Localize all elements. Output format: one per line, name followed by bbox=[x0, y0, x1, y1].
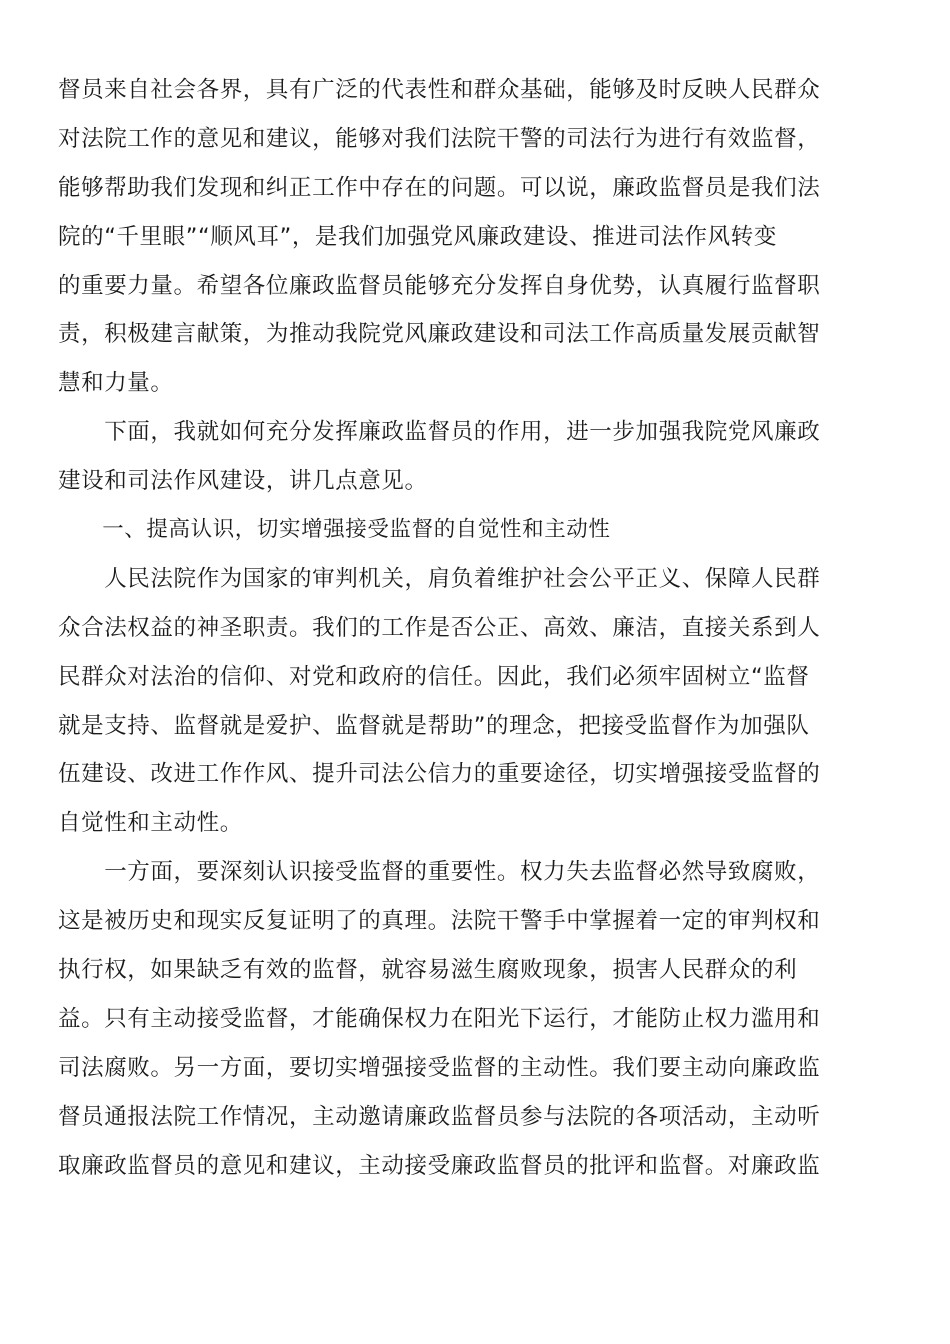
text-line: 人民法院作为国家的审判机关，肩负着维护社会公平正义、保障人民群 bbox=[58, 565, 821, 592]
document-page bbox=[58, 66, 878, 1190]
text-line: 建设和司法作风建设，讲几点意见。 bbox=[58, 468, 428, 495]
text-line: 自觉性和主动性。 bbox=[58, 810, 243, 837]
text-line: 督员来自社会各界，具有广泛的代表性和群众基础，能够及时反映人民群众 bbox=[58, 77, 821, 103]
text-line: 司法腐败。另一方面，要切实增强接受监督的主动性。我们要主动向廉政监 bbox=[58, 1054, 821, 1081]
text-line: 能够帮助我们发现和纠正工作中存在的问题。可以说，廉政监督员是我们法 bbox=[58, 174, 821, 201]
text-line: 对法院工作的意见和建议，能够对我们法院干警的司法行为进行有效监督， bbox=[58, 125, 821, 152]
text-line: 督员通报法院工作情况，主动邀请廉政监督员参与法院的各项活动，主动听 bbox=[58, 1103, 821, 1130]
text-line: 的重要力量。希望各位廉政监督员能够充分发挥自身优势，认真履行监督职 bbox=[58, 272, 821, 299]
text-line: 下面，我就如何充分发挥廉政监督员的作用，进一步加强我院党风廉政 bbox=[58, 419, 821, 446]
text-line: 就是支持、监督就是爱护、监督就是帮助”的理念，把接受监督作为加强队 bbox=[58, 712, 810, 739]
text-line: 责，积极建言献策，为推动我院党风廉政建设和司法工作高质量发展贡献智 bbox=[58, 321, 821, 348]
text-line: 益。只有主动接受监督，才能确保权力在阳光下运行，才能防止权力滥用和 bbox=[58, 1005, 821, 1032]
text-line: 伍建设、改进工作作风、提升司法公信力的重要途径，切实增强接受监督的 bbox=[58, 761, 821, 788]
text-line: 众合法权益的神圣职责。我们的工作是否公正、高效、廉洁，直接关系到人 bbox=[58, 614, 821, 641]
text-line: 慧和力量。 bbox=[58, 370, 174, 397]
text-line: 院的“千里眼”“顺风耳”，是我们加强党风廉政建设、推进司法作风转变 bbox=[58, 223, 777, 250]
text-line: 取廉政监督员的意见和建议，主动接受廉政监督员的批评和监督。对廉政监 bbox=[58, 1152, 821, 1179]
section-heading: 一、提高认识，切实增强接受监督的自觉性和主动性 bbox=[58, 517, 611, 543]
text-line: 执行权，如果缺乏有效的监督，就容易滋生腐败现象，损害人民群众的利 bbox=[58, 957, 798, 984]
text-line: 这是被历史和现实反复证明了的真理。法院干警手中掌握着一定的审判权和 bbox=[58, 908, 821, 935]
text-line: 民群众对法治的信仰、对党和政府的信任。因此，我们必须牢固树立“监督 bbox=[58, 663, 810, 690]
text-line: 一方面，要深刻认识接受监督的重要性。权力失去监督必然导致腐败， bbox=[58, 859, 821, 886]
